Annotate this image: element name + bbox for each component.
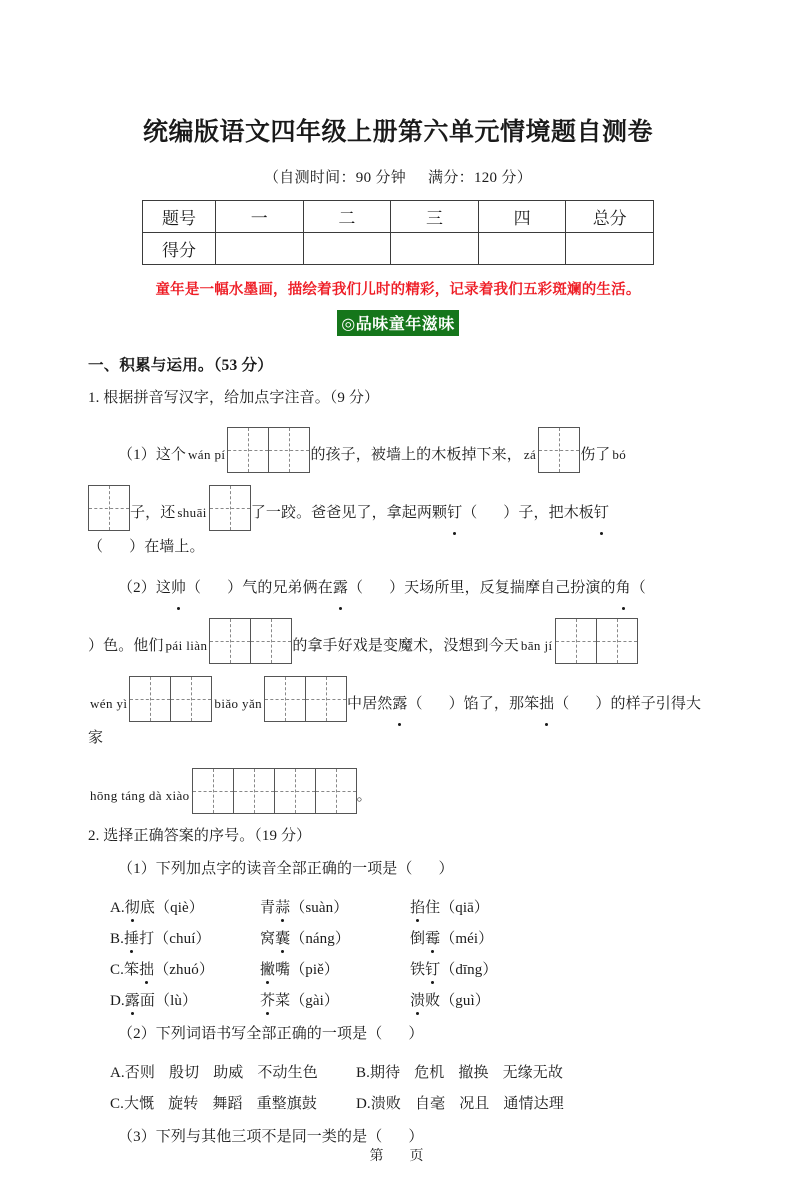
writing-boxes[interactable] <box>555 618 638 676</box>
option-item <box>410 958 498 979</box>
option-item <box>356 1061 577 1082</box>
writing-boxes[interactable] <box>129 676 212 734</box>
dotted-char: 霉 <box>425 927 440 948</box>
dotted-char: 撇 <box>260 958 275 979</box>
q2-sub1-option-c[interactable] <box>88 948 708 979</box>
q1-p1-seg8: （ <box>88 539 104 555</box>
option-text: （méi） <box>440 931 494 947</box>
writing-cell[interactable] <box>228 428 269 472</box>
option-key: C. <box>110 1096 124 1112</box>
writing-cell[interactable] <box>275 769 316 813</box>
q1-p1-seg3: 伤了 <box>580 447 611 463</box>
theme-banner: ◎品味童年滋味 <box>337 310 458 336</box>
option-word: 况且 <box>459 1096 490 1112</box>
writing-cell[interactable] <box>539 428 580 472</box>
dotted-char: 蒜 <box>275 896 290 917</box>
option-word: 自毫 <box>415 1096 446 1112</box>
writing-boxes[interactable] <box>209 485 251 543</box>
q1-p2-pinyin-5: hōng táng dà xiào <box>90 788 190 803</box>
option-item <box>410 896 489 917</box>
option-item <box>110 927 260 948</box>
q1-p1-pinyin-3: bó <box>612 447 627 462</box>
score-table-col-1: 一 <box>216 201 304 233</box>
q1-p2-seg12: （ <box>554 696 570 712</box>
dotted-char: 掐 <box>410 896 425 917</box>
q1-p1-seg1: 这个 <box>155 447 187 463</box>
writing-boxes[interactable] <box>192 768 357 826</box>
section-heading-1: 一、积累与运用。（53 分） <box>88 357 273 374</box>
dotted-char: 露 <box>125 989 140 1010</box>
option-text: （dīng） <box>440 962 498 978</box>
q1-p1-seg5: 了一跤。爸爸见了，拿起两颗 <box>250 505 448 521</box>
score-table-col-total: 总分 <box>566 201 654 233</box>
question-1-part-2 <box>88 564 708 813</box>
q2-sub1-stem: （1）下列加点字的读音全部正确的一项是（ <box>118 861 413 877</box>
writing-cell[interactable] <box>251 619 292 663</box>
writing-boxes[interactable] <box>264 676 347 734</box>
dotted-char: 帅 <box>171 571 186 605</box>
option-text: 败（guì） <box>425 993 490 1009</box>
q1-p1-pinyin-4: shuāi <box>177 505 207 520</box>
writing-cell[interactable] <box>89 486 130 530</box>
q1-p1-seg4: 子，还 <box>130 505 176 521</box>
writing-cell[interactable] <box>597 619 638 663</box>
q1-p2-seg14: 。 <box>356 788 372 804</box>
q1-p2-pinyin-3: wén yì <box>90 696 128 711</box>
q1-p1-pinyin-1: wán pí <box>188 447 226 462</box>
exam-meta <box>88 148 708 187</box>
q2-sub2-row-1[interactable] <box>88 1051 708 1082</box>
option-word: 助威 <box>213 1065 244 1081</box>
score-cell-2[interactable] <box>303 233 391 265</box>
q2-sub1-option-d[interactable] <box>88 979 708 1010</box>
dotted-char: 拙 <box>539 687 554 721</box>
option-item <box>260 989 410 1010</box>
option-key: A. <box>110 1065 125 1081</box>
q2-sub2-stem-end: ） <box>408 1026 424 1042</box>
exam-duration: 90 分钟 <box>355 170 407 186</box>
option-item <box>410 927 493 948</box>
dotted-char: 露 <box>392 687 407 721</box>
option-item <box>410 989 490 1010</box>
option-item <box>110 896 260 917</box>
option-key: D. <box>356 1096 371 1112</box>
dotted-char: 钉 <box>447 496 462 530</box>
dotted-char: 彻 <box>125 896 140 917</box>
option-item <box>260 927 410 948</box>
exam-meta-mid: 满分： <box>428 170 474 186</box>
option-text: （náng） <box>290 931 350 947</box>
score-table-label-得分: 得分 <box>143 233 216 265</box>
option-key: C. <box>110 962 124 978</box>
option-text: 菜（gài） <box>275 993 340 1009</box>
q2-sub2-row-2[interactable] <box>88 1082 708 1113</box>
writing-cell[interactable] <box>306 677 347 721</box>
score-cell-4[interactable] <box>478 233 566 265</box>
option-item <box>110 958 260 979</box>
option-word: 无缘无故 <box>502 1065 563 1081</box>
option-word: 期待 <box>369 1065 401 1081</box>
option-text: 住（qiā） <box>425 900 490 916</box>
q2-sub1-option-b[interactable] <box>88 917 708 948</box>
dotted-char: 捶 <box>124 927 139 948</box>
q1-p2-label: （2） <box>118 580 156 596</box>
q1-p2-seg9: 中居然 <box>347 696 393 712</box>
q1-p2-seg10: （ <box>407 696 423 712</box>
score-table-col-4: 四 <box>478 201 566 233</box>
q1-p1-seg9: ）在墙上。 <box>129 539 205 555</box>
dotted-char: 囊 <box>275 927 290 948</box>
dotted-char: 拙 <box>139 958 154 979</box>
option-word: 舞蹈 <box>212 1096 243 1112</box>
option-word: 危机 <box>414 1065 445 1081</box>
option-text: 打（chuí） <box>139 931 211 947</box>
dotted-char: 钉 <box>425 958 440 979</box>
writing-cell[interactable] <box>210 619 251 663</box>
option-item <box>110 1092 356 1113</box>
option-item <box>260 896 410 917</box>
option-word: 撤换 <box>458 1065 489 1081</box>
writing-boxes[interactable] <box>88 485 130 543</box>
writing-boxes[interactable] <box>209 618 292 676</box>
option-text: 嘴（piě） <box>275 962 340 978</box>
page-footer <box>0 1145 793 1165</box>
score-cell-1[interactable] <box>216 233 304 265</box>
option-word: 通情达理 <box>503 1096 564 1112</box>
q1-p2-seg11: ）馅了，那笨 <box>448 696 540 712</box>
option-text: 底（qiè） <box>139 900 204 916</box>
q1-p1-seg7: ）子，把木板 <box>503 505 594 521</box>
q1-p2-seg8: 的拿手好戏是变魔术，没想到今天 <box>292 638 519 654</box>
score-cell-3[interactable] <box>391 233 479 265</box>
question-2-sub-2-stem <box>88 1010 708 1051</box>
question-1-part-1 <box>88 407 708 564</box>
page-title: 统编版语文四年级上册第六单元情境题自测卷 <box>142 119 653 146</box>
q1-p2-seg13-head: ）的样子引得大家 <box>88 696 702 746</box>
option-text: 铁 <box>410 962 426 978</box>
writing-cell[interactable] <box>193 769 234 813</box>
question-2-title: 2. 选择正确答案的序号。（19 分） <box>88 828 312 844</box>
q2-sub3-stem-end: ） <box>408 1129 424 1145</box>
q1-p2-seg1: 这 <box>155 580 171 596</box>
option-item <box>260 958 410 979</box>
exam-total-score: 120 分） <box>473 170 533 186</box>
option-key: B. <box>110 931 124 947</box>
q2-sub1-option-a[interactable] <box>88 886 708 917</box>
writing-cell[interactable] <box>130 677 171 721</box>
option-word: 殷切 <box>169 1065 200 1081</box>
q1-p2-seg5: ）天场所里，反复揣摩自己扮演的 <box>389 580 616 596</box>
option-item <box>110 989 260 1010</box>
score-table <box>142 200 654 265</box>
option-text: 笨 <box>123 962 140 978</box>
writing-cell[interactable] <box>210 486 251 530</box>
writing-cell[interactable] <box>316 769 357 813</box>
dotted-char: 角 <box>616 571 631 605</box>
writing-boxes[interactable] <box>538 427 580 485</box>
option-word: 重整旗鼓 <box>256 1096 317 1112</box>
q1-p2-seg6: （ <box>630 580 646 596</box>
option-item <box>356 1092 578 1113</box>
score-table-col-3: 三 <box>391 201 479 233</box>
option-word: 旋转 <box>168 1096 199 1112</box>
option-key: A. <box>110 900 125 916</box>
q1-p2-seg2: （ <box>186 580 202 596</box>
q1-p1-pinyin-2: zá <box>523 447 537 462</box>
table-row <box>143 233 654 265</box>
dotted-char: 钉 <box>594 496 609 530</box>
option-text: 面（lù） <box>139 993 198 1009</box>
option-word: 否则 <box>124 1065 155 1081</box>
writing-boxes[interactable] <box>227 427 310 485</box>
table-row <box>143 201 654 233</box>
writing-cell[interactable] <box>234 769 275 813</box>
option-text: 窝 <box>260 931 276 947</box>
q1-p2-pinyin-1: pái liàn <box>165 638 208 653</box>
writing-cell[interactable] <box>269 428 310 472</box>
q1-p2-seg3: ）气的兄弟俩在 <box>227 580 333 596</box>
q1-p2-seg7: ）色。他们 <box>88 638 164 654</box>
option-word: 大慨 <box>123 1096 155 1112</box>
writing-cell[interactable] <box>171 677 212 721</box>
option-text: （suàn） <box>290 900 349 916</box>
exam-meta-prefix: （自测时间： <box>263 170 356 186</box>
option-text: （zhuó） <box>154 962 214 978</box>
option-word: 不动生色 <box>257 1065 318 1081</box>
dotted-char: 露 <box>333 571 348 605</box>
dotted-char: 芥 <box>260 989 275 1010</box>
score-table-label-题号: 题号 <box>143 201 216 233</box>
option-text: 倒 <box>410 931 426 947</box>
question-1-title: 1. 根据拼音写汉字，给加点字注音。（9 分） <box>88 390 380 406</box>
q1-p1-label: （1） <box>118 447 156 463</box>
option-item <box>110 1061 356 1082</box>
footer-prefix: 第 <box>369 1149 384 1164</box>
option-word: 溃败 <box>370 1096 401 1112</box>
q2-sub1-stem-end: ） <box>438 861 454 877</box>
score-table-wrapper <box>88 187 708 265</box>
question-2-sub-1-stem <box>88 845 708 886</box>
theme-quote: 童年是一幅水墨画，描绘着我们儿时的精彩，记录着我们五彩斑斓的生活。 <box>155 282 641 298</box>
option-key: B. <box>356 1065 370 1081</box>
option-text: 青 <box>260 900 276 916</box>
score-table-col-2: 二 <box>303 201 391 233</box>
dotted-char: 溃 <box>410 989 425 1010</box>
q2-sub3-stem: （3）下列与其他三项不是同一类的是（ <box>118 1129 383 1145</box>
writing-cell[interactable] <box>265 677 306 721</box>
writing-cell[interactable] <box>556 619 597 663</box>
q1-p1-seg6: （ <box>462 505 478 521</box>
q1-p2-seg4: （ <box>347 580 364 596</box>
q1-p1-seg2: 的孩子，被墙上的木板掉下来， <box>310 447 522 463</box>
theme-banner-wrapper <box>88 299 708 336</box>
option-key: D. <box>110 993 125 1009</box>
footer-suffix: 页 <box>409 1149 424 1164</box>
score-cell-total[interactable] <box>566 233 654 265</box>
page-content <box>88 0 708 1154</box>
q1-p2-pinyin-4: biǎo yǎn <box>214 696 263 711</box>
q1-p2-pinyin-2: bān jí <box>520 638 553 653</box>
q2-sub2-stem: （2）下列词语书写全部正确的一项是（ <box>118 1026 383 1042</box>
